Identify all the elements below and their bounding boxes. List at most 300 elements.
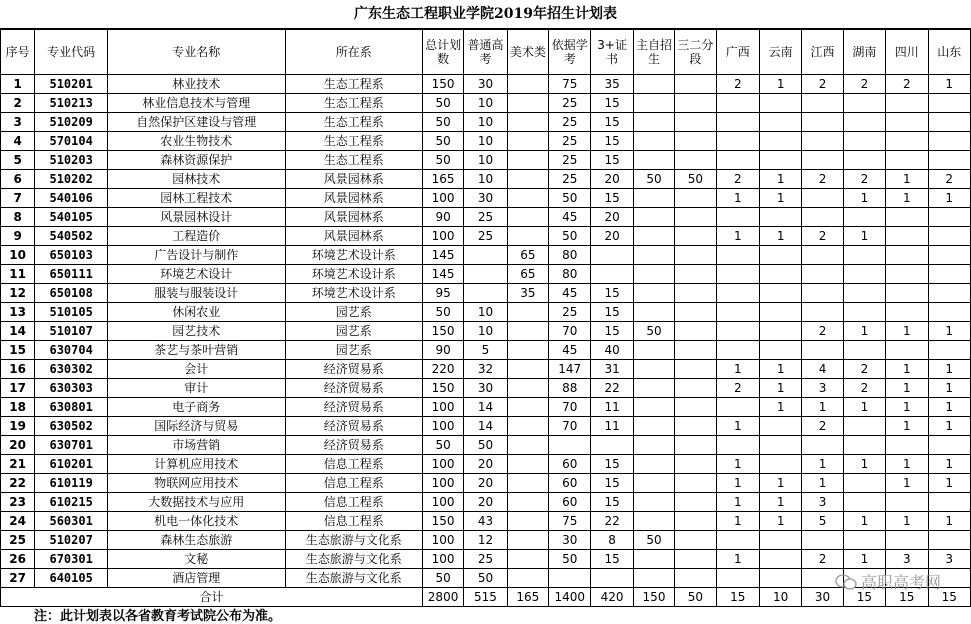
table-cell: 27: [1, 569, 35, 588]
table-cell: 90: [422, 208, 463, 227]
table-cell: 100: [422, 398, 463, 417]
table-row: [1, 341, 971, 360]
table-cell: 45: [549, 208, 591, 227]
table-cell: 32: [464, 360, 507, 379]
table-cell: [507, 417, 548, 436]
column-header: 序号: [1, 30, 35, 75]
table-row: [1, 569, 971, 588]
table-cell: [464, 284, 507, 303]
table-cell: 25: [549, 151, 591, 170]
table-cell: [759, 531, 801, 550]
table-cell: 35: [507, 284, 548, 303]
column-header: 山东: [928, 30, 971, 75]
total-cell: 420: [591, 588, 633, 607]
total-cell: 1400: [549, 588, 591, 607]
table-cell: [843, 151, 885, 170]
table-cell: 1: [802, 455, 843, 474]
table-cell: 8: [1, 208, 35, 227]
table-cell: 10: [464, 132, 507, 151]
table-cell: 2: [716, 170, 759, 189]
table-cell: 1: [716, 227, 759, 246]
watermark-text: 高职高考网: [860, 573, 941, 592]
table-cell: [928, 436, 971, 455]
table-cell: [675, 94, 716, 113]
table-cell: 15: [1, 341, 35, 360]
table-cell: 1: [759, 75, 801, 94]
table-cell: 生态旅游与文化系: [285, 531, 422, 550]
table-cell: [843, 284, 885, 303]
table-cell: [843, 493, 885, 512]
table-cell: [675, 75, 716, 94]
table-cell: 国际经济与贸易: [107, 417, 285, 436]
table-cell: 31: [591, 360, 633, 379]
table-cell: 生态工程系: [285, 113, 422, 132]
table-cell: 50: [549, 227, 591, 246]
table-cell: [886, 246, 928, 265]
column-header: 所在系: [285, 30, 422, 75]
table-cell: [886, 227, 928, 246]
table-row: [1, 265, 971, 284]
table-cell: [675, 208, 716, 227]
table-cell: 23: [1, 493, 35, 512]
table-cell: 510202: [35, 170, 108, 189]
table-cell: 环境艺术设计系: [285, 284, 422, 303]
table-cell: [759, 569, 801, 588]
table-cell: [675, 303, 716, 322]
table-cell: 15: [591, 113, 633, 132]
table-cell: [843, 246, 885, 265]
table-row: [1, 550, 971, 569]
table-cell: 25: [549, 303, 591, 322]
table-cell: 1: [759, 398, 801, 417]
table-cell: 640105: [35, 569, 108, 588]
table-cell: [716, 265, 759, 284]
table-cell: 1: [716, 512, 759, 531]
table-cell: 经济贸易系: [285, 398, 422, 417]
table-cell: 50: [464, 436, 507, 455]
table-cell: [507, 436, 548, 455]
table-cell: 145: [422, 246, 463, 265]
table-row: [1, 455, 971, 474]
table-cell: [716, 113, 759, 132]
table-cell: [507, 132, 548, 151]
table-cell: 16: [1, 360, 35, 379]
table-cell: [802, 341, 843, 360]
table-cell: 80: [549, 246, 591, 265]
table-cell: 15: [591, 303, 633, 322]
table-cell: 茶艺与茶叶营销: [107, 341, 285, 360]
table-cell: 50: [422, 436, 463, 455]
table-cell: 广告设计与制作: [107, 246, 285, 265]
table-cell: [759, 436, 801, 455]
table-cell: 2: [802, 417, 843, 436]
table-cell: 25: [464, 208, 507, 227]
table-cell: [843, 94, 885, 113]
table-cell: 50: [422, 303, 463, 322]
table-cell: 14: [1, 322, 35, 341]
table-cell: 670301: [35, 550, 108, 569]
table-cell: [633, 360, 674, 379]
table-cell: 1: [928, 189, 971, 208]
table-cell: 17: [1, 379, 35, 398]
table-cell: [928, 246, 971, 265]
table-cell: 20: [591, 227, 633, 246]
table-cell: 2: [928, 170, 971, 189]
table-cell: 市场营销: [107, 436, 285, 455]
table-cell: [675, 398, 716, 417]
table-cell: [759, 132, 801, 151]
table-cell: 9: [1, 227, 35, 246]
table-cell: 1: [928, 379, 971, 398]
table-cell: 150: [422, 75, 463, 94]
table-row: [1, 75, 971, 94]
table-cell: 3: [928, 550, 971, 569]
table-cell: 园艺系: [285, 341, 422, 360]
table-cell: 园艺技术: [107, 322, 285, 341]
table-cell: 园林工程技术: [107, 189, 285, 208]
total-cell: 15: [886, 588, 928, 607]
table-cell: [802, 94, 843, 113]
table-cell: [633, 417, 674, 436]
table-cell: 1: [843, 322, 885, 341]
table-cell: 510201: [35, 75, 108, 94]
table-cell: [675, 284, 716, 303]
total-cell: 515: [464, 588, 507, 607]
table-cell: 25: [549, 132, 591, 151]
table-cell: 510203: [35, 151, 108, 170]
table-cell: 15: [591, 132, 633, 151]
table-cell: [886, 341, 928, 360]
table-cell: 15: [591, 94, 633, 113]
table-cell: [802, 265, 843, 284]
table-cell: [928, 132, 971, 151]
table-cell: [549, 569, 591, 588]
table-cell: [886, 303, 928, 322]
table-cell: 1: [843, 189, 885, 208]
table-cell: 生态工程系: [285, 75, 422, 94]
table-cell: 10: [464, 322, 507, 341]
table-cell: [886, 151, 928, 170]
table-cell: 100: [422, 493, 463, 512]
total-cell: 50: [675, 588, 716, 607]
table-cell: [928, 113, 971, 132]
table-cell: [507, 303, 548, 322]
table-cell: 电子商务: [107, 398, 285, 417]
table-cell: 650103: [35, 246, 108, 265]
table-cell: [802, 436, 843, 455]
table-cell: [675, 227, 716, 246]
table-cell: 环境艺术设计系: [285, 246, 422, 265]
table-cell: 50: [633, 322, 674, 341]
table-cell: [633, 379, 674, 398]
table-cell: 农业生物技术: [107, 132, 285, 151]
table-cell: 1: [843, 550, 885, 569]
table-row: [1, 436, 971, 455]
table-cell: 2: [802, 322, 843, 341]
table-cell: [759, 417, 801, 436]
table-cell: 1: [843, 398, 885, 417]
table-cell: 风景园林系: [285, 189, 422, 208]
table-cell: 1: [1, 75, 35, 94]
table-cell: 15: [591, 322, 633, 341]
table-cell: 45: [549, 341, 591, 360]
table-cell: [886, 493, 928, 512]
table-cell: [843, 341, 885, 360]
table-cell: [507, 151, 548, 170]
table-cell: 1: [716, 417, 759, 436]
table-cell: [507, 189, 548, 208]
table-cell: 7: [1, 189, 35, 208]
table-cell: [633, 132, 674, 151]
table-cell: 工程造价: [107, 227, 285, 246]
table-cell: [507, 170, 548, 189]
table-cell: 570104: [35, 132, 108, 151]
column-header: 四川: [886, 30, 928, 75]
column-header: 专业代码: [35, 30, 108, 75]
table-cell: 540502: [35, 227, 108, 246]
table-cell: 森林资源保护: [107, 151, 285, 170]
table-cell: 100: [422, 417, 463, 436]
table-cell: [633, 512, 674, 531]
table-cell: 风景园林系: [285, 208, 422, 227]
table-cell: 1: [759, 512, 801, 531]
table-cell: 2: [886, 75, 928, 94]
table-cell: [716, 398, 759, 417]
table-cell: 25: [464, 227, 507, 246]
table-cell: 610119: [35, 474, 108, 493]
table-cell: 50: [422, 94, 463, 113]
table-cell: [675, 531, 716, 550]
table-cell: [759, 284, 801, 303]
table-cell: 30: [549, 531, 591, 550]
table-cell: [759, 113, 801, 132]
table-cell: 物联网应用技术: [107, 474, 285, 493]
page-title: 广东生态工程职业学院2019年招生计划表: [0, 0, 971, 29]
table-row: [1, 303, 971, 322]
table-cell: [507, 455, 548, 474]
table-cell: 10: [464, 170, 507, 189]
table-cell: [464, 246, 507, 265]
table-cell: [675, 322, 716, 341]
table-cell: [843, 417, 885, 436]
table-cell: [928, 341, 971, 360]
table-cell: 35: [591, 75, 633, 94]
table-row: [1, 474, 971, 493]
table-cell: 1: [928, 474, 971, 493]
table-cell: 40: [591, 341, 633, 360]
table-cell: [716, 208, 759, 227]
table-cell: 2: [843, 360, 885, 379]
table-cell: [507, 379, 548, 398]
table-cell: [886, 436, 928, 455]
table-cell: 生态旅游与文化系: [285, 569, 422, 588]
table-cell: 20: [1, 436, 35, 455]
table-cell: 15: [591, 455, 633, 474]
table-cell: 21: [1, 455, 35, 474]
table-row: [1, 379, 971, 398]
table-cell: [507, 208, 548, 227]
table-cell: 12: [464, 531, 507, 550]
table-cell: 1: [886, 360, 928, 379]
table-cell: [802, 284, 843, 303]
table-cell: [675, 417, 716, 436]
table-cell: [675, 474, 716, 493]
table-cell: [633, 189, 674, 208]
table-cell: [507, 398, 548, 417]
total-row: [1, 588, 971, 607]
table-row: [1, 493, 971, 512]
table-cell: 审计: [107, 379, 285, 398]
table-cell: [802, 189, 843, 208]
column-header: 普通高考: [464, 30, 507, 75]
table-cell: [759, 341, 801, 360]
table-cell: 610215: [35, 493, 108, 512]
table-cell: 1: [759, 379, 801, 398]
table-row: [1, 322, 971, 341]
table-cell: [928, 208, 971, 227]
table-cell: 园艺系: [285, 303, 422, 322]
table-cell: 25: [464, 550, 507, 569]
table-cell: 1: [716, 550, 759, 569]
table-cell: [633, 550, 674, 569]
table-cell: [843, 265, 885, 284]
table-row: [1, 170, 971, 189]
table-cell: 环境艺术设计系: [285, 265, 422, 284]
table-cell: 1: [886, 398, 928, 417]
table-cell: [759, 455, 801, 474]
table-cell: 630701: [35, 436, 108, 455]
table-cell: 2: [802, 75, 843, 94]
table-cell: 75: [549, 512, 591, 531]
table-cell: 50: [422, 151, 463, 170]
table-cell: 1: [802, 398, 843, 417]
table-cell: [507, 360, 548, 379]
table-cell: 1: [928, 512, 971, 531]
table-cell: 25: [549, 94, 591, 113]
table-cell: 风景园林系: [285, 170, 422, 189]
table-cell: 510107: [35, 322, 108, 341]
table-cell: 10: [464, 151, 507, 170]
watermark: [835, 570, 941, 593]
table-cell: [633, 474, 674, 493]
table-cell: 酒店管理: [107, 569, 285, 588]
table-cell: [675, 493, 716, 512]
table-row: [1, 531, 971, 550]
table-cell: 630502: [35, 417, 108, 436]
table-cell: 1: [928, 75, 971, 94]
table-cell: [633, 75, 674, 94]
table-cell: 自然保护区建设与管理: [107, 113, 285, 132]
table-cell: [507, 94, 548, 113]
table-cell: 560301: [35, 512, 108, 531]
total-cell: 15: [928, 588, 971, 607]
table-cell: 11: [591, 417, 633, 436]
table-cell: [802, 208, 843, 227]
table-cell: 1: [928, 360, 971, 379]
table-cell: 1: [886, 512, 928, 531]
table-cell: 1: [716, 360, 759, 379]
table-cell: 50: [633, 531, 674, 550]
table-cell: 100: [422, 531, 463, 550]
table-cell: 1: [716, 474, 759, 493]
table-cell: 15: [591, 151, 633, 170]
table-cell: 4: [802, 360, 843, 379]
table-cell: [759, 208, 801, 227]
table-cell: [928, 227, 971, 246]
table-cell: [716, 246, 759, 265]
table-row: [1, 132, 971, 151]
table-cell: [716, 94, 759, 113]
table-cell: 1: [886, 455, 928, 474]
column-header: 江西: [802, 30, 843, 75]
table-cell: 165: [422, 170, 463, 189]
table-cell: [633, 569, 674, 588]
table-cell: 15: [591, 474, 633, 493]
table-cell: 10: [464, 94, 507, 113]
table-cell: 50: [549, 189, 591, 208]
total-cell: 15: [843, 588, 885, 607]
table-cell: [886, 284, 928, 303]
table-cell: 1: [716, 493, 759, 512]
table-cell: [507, 569, 548, 588]
table-cell: 147: [549, 360, 591, 379]
table-cell: [928, 94, 971, 113]
table-cell: [675, 246, 716, 265]
table-cell: 1: [886, 189, 928, 208]
table-cell: [675, 360, 716, 379]
table-cell: 森林生态旅游: [107, 531, 285, 550]
table-cell: 50: [422, 569, 463, 588]
table-cell: [928, 284, 971, 303]
table-cell: [716, 436, 759, 455]
table-cell: [633, 94, 674, 113]
table-cell: 1: [928, 398, 971, 417]
table-cell: 10: [464, 303, 507, 322]
table-cell: 2: [802, 227, 843, 246]
table-row: [1, 151, 971, 170]
table-cell: 90: [422, 341, 463, 360]
table-cell: [633, 151, 674, 170]
table-cell: [802, 113, 843, 132]
table-cell: [843, 531, 885, 550]
table-cell: 14: [464, 417, 507, 436]
table-cell: [843, 303, 885, 322]
column-header: 依据学考: [549, 30, 591, 75]
table-cell: [716, 322, 759, 341]
table-cell: 园艺系: [285, 322, 422, 341]
table-cell: [759, 94, 801, 113]
table-cell: 30: [464, 379, 507, 398]
table-cell: 145: [422, 265, 463, 284]
table-cell: 630302: [35, 360, 108, 379]
table-cell: 信息工程系: [285, 474, 422, 493]
table-cell: [675, 132, 716, 151]
table-cell: [886, 208, 928, 227]
table-cell: [886, 113, 928, 132]
table-cell: 经济贸易系: [285, 379, 422, 398]
table-cell: 5: [1, 151, 35, 170]
table-cell: [633, 455, 674, 474]
table-cell: 1: [716, 189, 759, 208]
table-row: [1, 417, 971, 436]
table-cell: 20: [464, 474, 507, 493]
table-cell: 13: [1, 303, 35, 322]
table-cell: [507, 512, 548, 531]
table-cell: 50: [675, 170, 716, 189]
table-cell: [843, 208, 885, 227]
table-cell: 20: [464, 455, 507, 474]
table-cell: [802, 246, 843, 265]
